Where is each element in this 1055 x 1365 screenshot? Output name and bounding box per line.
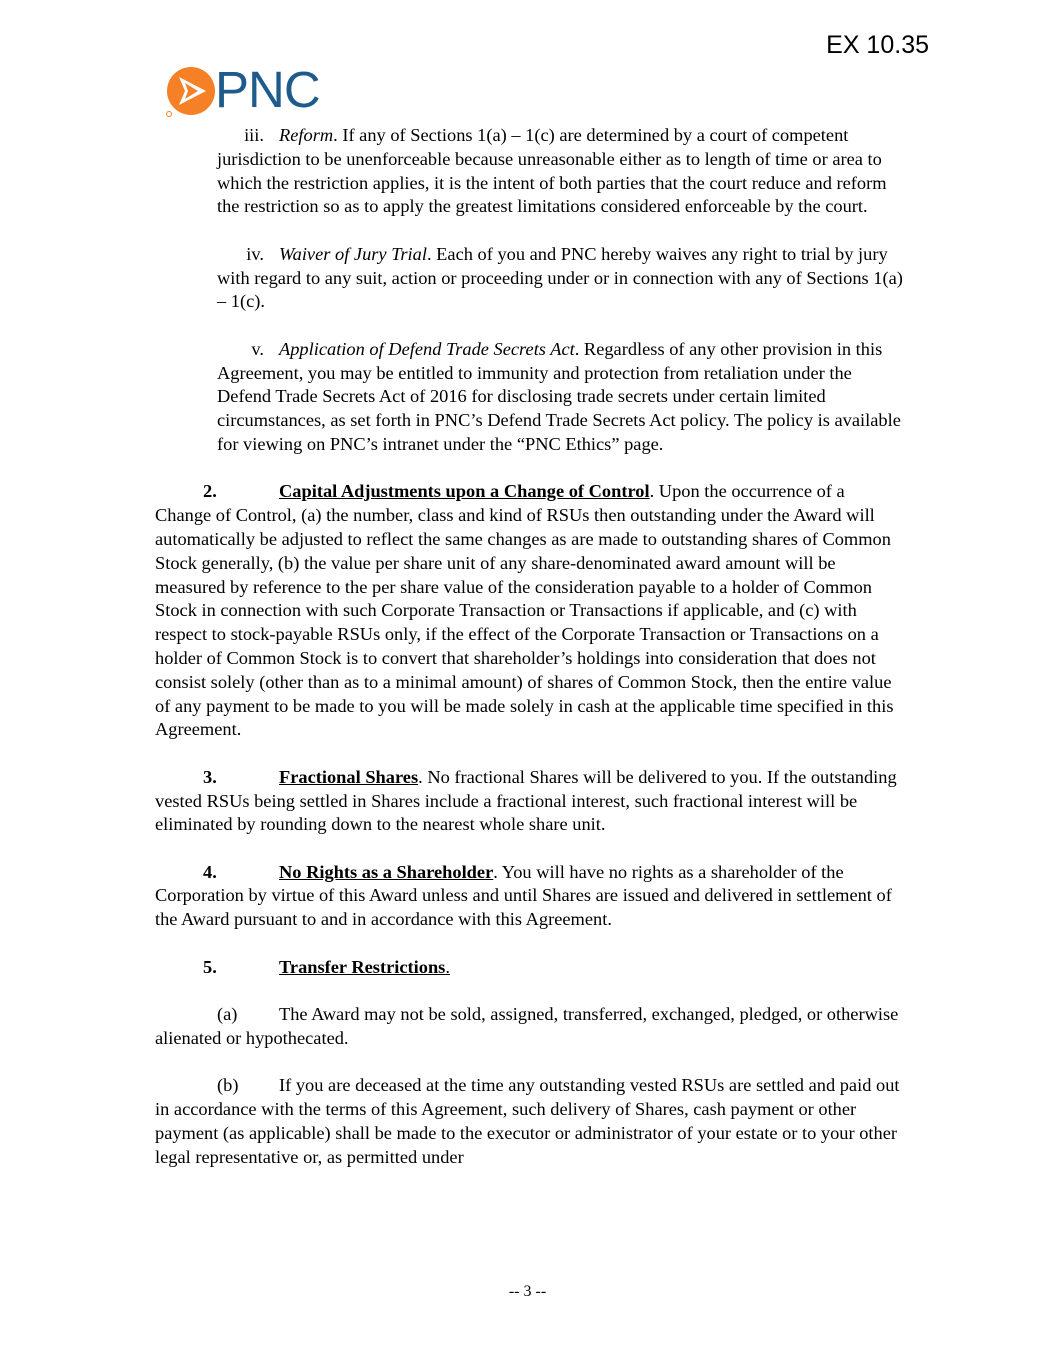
section-heading: Transfer Restrictions bbox=[279, 956, 446, 977]
section-text: . No fractional Shares will be delivered to you. If the outstanding vested RSUs being settled in Shares include a fractional interest, such fractional interest will be eliminated by rounding down to the nearest whole share unit. bbox=[155, 766, 897, 835]
section-title: Reform bbox=[279, 125, 334, 145]
section-heading: Capital Adjustments upon a Change of Control bbox=[279, 481, 650, 502]
section-marker: iv. bbox=[246, 243, 264, 264]
section-number: 2. bbox=[203, 481, 217, 502]
section-5b bbox=[155, 1074, 903, 1169]
section-number: 4. bbox=[203, 861, 217, 882]
pnc-wordmark: PNC bbox=[215, 61, 320, 118]
section-2 bbox=[155, 480, 903, 742]
section-text: . Each of you and PNC hereby waives any right to trial by jury with regard to any suit, action or proceeding under or in connection with any of Sections 1(a) – 1(c). bbox=[217, 243, 903, 312]
section-heading: No Rights as a Shareholder bbox=[279, 861, 494, 882]
pnc-triangle-icon bbox=[165, 66, 217, 118]
section-marker: v. bbox=[251, 338, 264, 359]
section-title: Application of Defend Trade Secrets Act bbox=[279, 338, 575, 359]
section-4 bbox=[155, 861, 903, 932]
section-text: . Upon the occurrence of a Change of Control, (a) the number, class and kind of RSUs then outstanding under the Award will automatically be adjusted to reflect the same changes as are made to outstanding shares of Common Stock generally, (b) the value per share unit of any share-denominated award amount will be measured by reference to the per share value of the consideration payable to a holder of Common Stock in connection with such Corporate Transaction or Transactions if applicable, and (c) with respect to stock-payable RSUs only, if the effect of the Corporate Transaction or Transactions on a holder of Common Stock is to convert that shareholder’s holdings into consideration that does not consist solely (other than as to a minimal amount) of shares of Common Stock, then the entire value of any payment to be made to you will be made solely in cash at the applicable time specified in this Agreement. bbox=[155, 481, 894, 740]
section-text: . Regardless of any other provision in this Agreement, you may be entitled to immunity and protection from retaliation under the Defend Trade Secrets Act of 2016 for disclosing trade secrets under certain limited circumstances, as set forth in PNC’s Defend Trade Secrets Act policy. The policy is available for viewing on PNC’s intranet under the “PNC Ethics” page. bbox=[217, 338, 901, 454]
section-text: . You will have no rights as a shareholder of the Corporation by virtue of this Award unless and until Shares are issued and delivered in settlement of the Award pursuant to and in accordance with this Agreement. bbox=[155, 861, 892, 930]
section-text: . If any of Sections 1(a) – 1(c) are determined by a court of competent jurisdiction to be unenforceable because unreasonable either as to length of time or area to which the restriction applies, it is the intent of both parties that the court reduce and reform the restriction so as to apply the greatest limitations considered enforceable by the court. bbox=[217, 125, 887, 217]
section-5 bbox=[155, 956, 903, 980]
section-dtsa bbox=[217, 338, 903, 457]
subsection-text: If you are deceased at the time any outstanding vested RSUs are settled and paid out in accordance with the terms of this Agreement, such delivery of Shares, cash payment or other payment (as applicable) shall be made to the executor or administrator of your estate or to your other legal representative or, as permitted under bbox=[155, 1075, 900, 1167]
section-3 bbox=[155, 766, 903, 837]
subsection-marker: (a) bbox=[217, 1004, 238, 1025]
section-title: Waiver of Jury Trial bbox=[279, 243, 427, 264]
section-number: 3. bbox=[203, 766, 217, 787]
section-heading: Fractional Shares bbox=[279, 766, 419, 787]
section-5a bbox=[155, 1003, 903, 1051]
subsection-text: The Award may not be sold, assigned, transferred, exchanged, pledged, or otherwise alienated or hypothecated. bbox=[155, 1004, 899, 1048]
section-jury-waiver bbox=[217, 243, 903, 314]
section-reform bbox=[217, 124, 903, 219]
pnc-logo bbox=[165, 61, 320, 118]
exhibit-label: EX 10.35 bbox=[826, 31, 929, 59]
section-text: . bbox=[445, 956, 450, 977]
section-number: 5. bbox=[203, 956, 217, 977]
agreement-body bbox=[155, 124, 903, 1169]
page-number: -- 3 -- bbox=[508, 1283, 547, 1300]
subsection-marker: (b) bbox=[217, 1075, 239, 1096]
section-marker: iii. bbox=[244, 125, 264, 145]
